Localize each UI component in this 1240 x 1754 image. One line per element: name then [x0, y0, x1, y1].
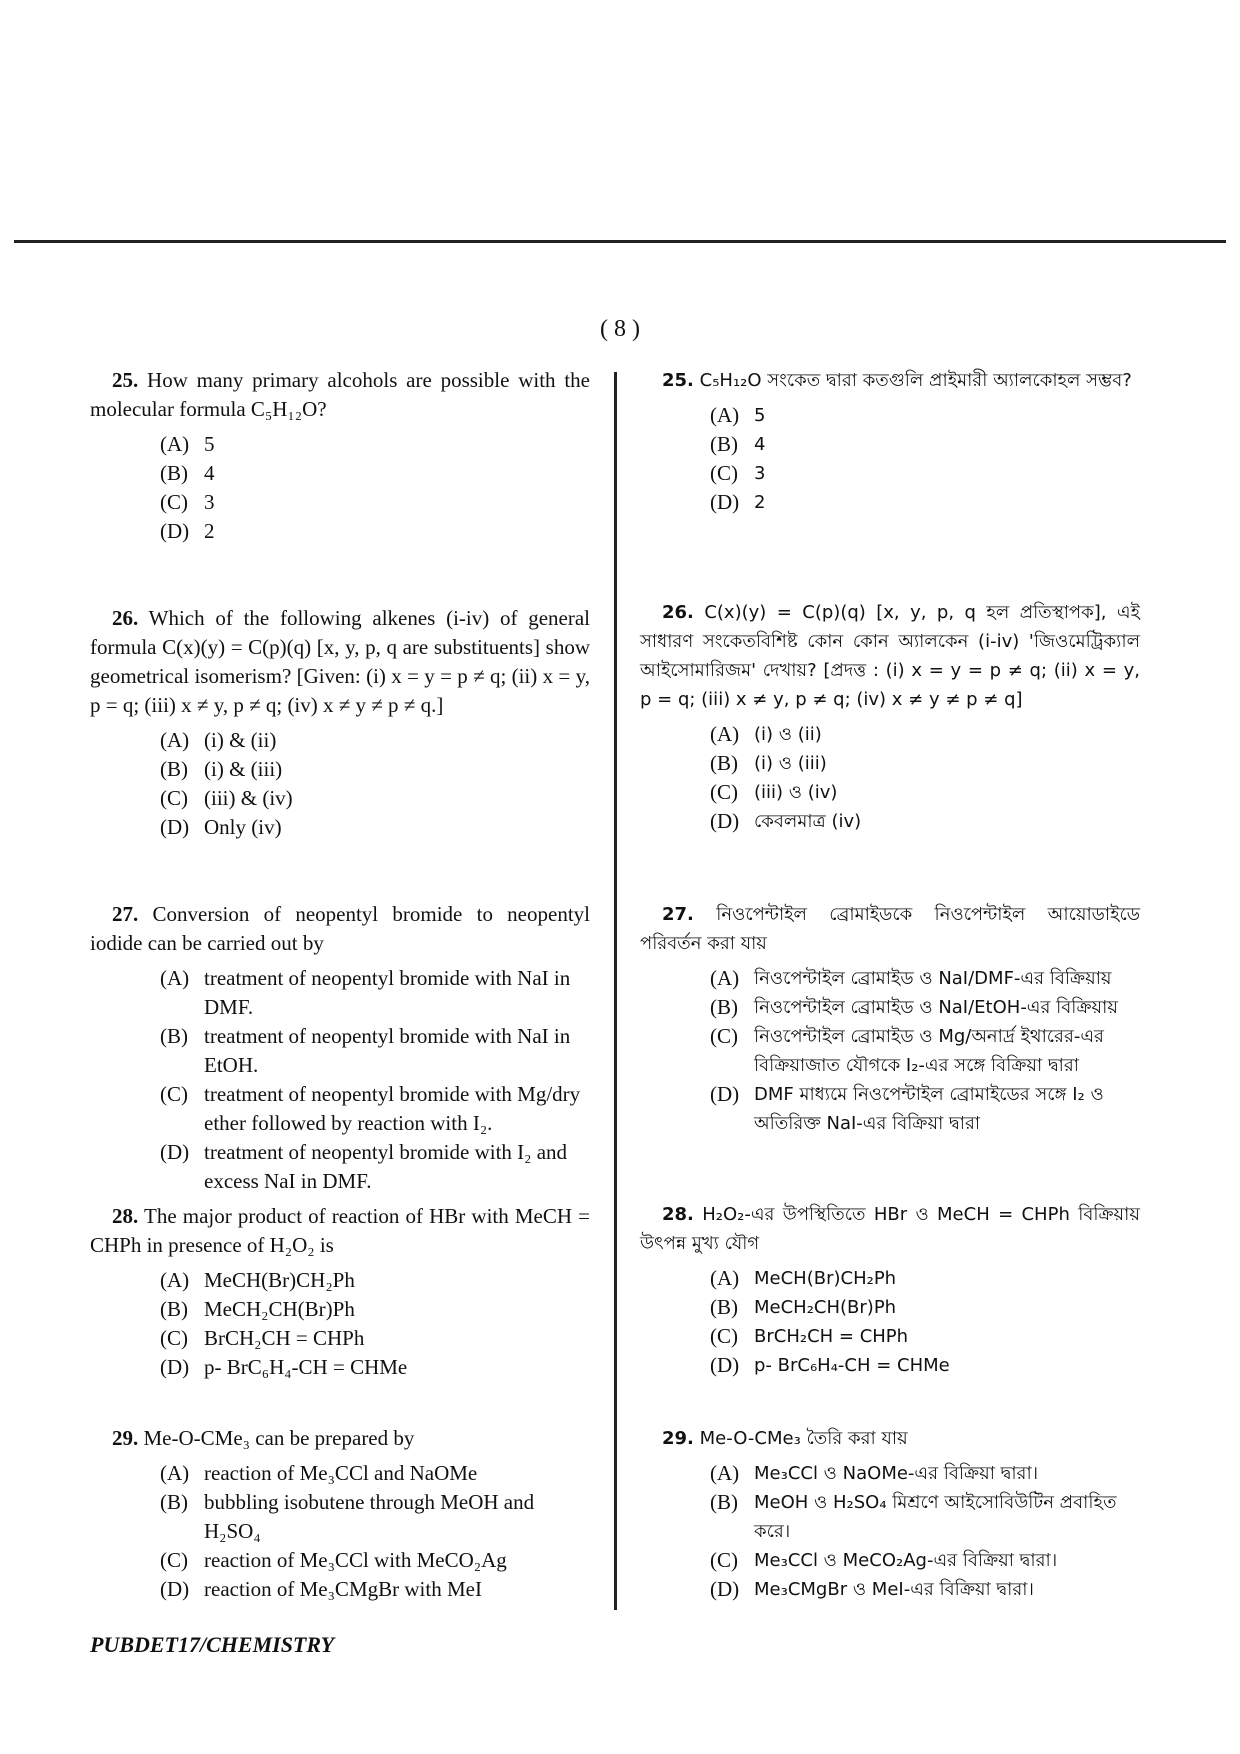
question-26-bn: [640, 598, 1140, 836]
option-d: (D) 2: [160, 519, 215, 543]
question-29-bn: [640, 1424, 1140, 1604]
option-c: (C) (iii) ও (iv): [710, 780, 838, 804]
question-stem: Me-O-CMe₃ তৈরি করা যায়: [699, 1428, 908, 1449]
question-29-en: [90, 1424, 590, 1604]
question-stem: C₅H₁₂O সংকেত দ্বারা কতগুলি প্রাইমারী অ্যালকোহল সম্ভব?: [699, 370, 1132, 391]
options-list: [160, 1266, 590, 1382]
option-d: (D) p- BrC₆H₄-CH = CHMe: [160, 1355, 408, 1379]
question-stem: নিওপেন্টাইল ব্রোমাইডকে নিওপেন্টাইল আয়োডাইডে পরিবর্তন করা যায়: [640, 904, 1140, 954]
question-stem: C(x)(y) = C(p)(q) [x, y, p, q হল প্রতিস্থাপক], এই সাধারণ সংকেতবিশিষ্ট কোন কোন অ্যালকেন (i-iv) 'জিওমেট্রিক্যাল আইসোমারিজম' দেখায়? [প্রদত্ত : (i) x = y = p ≠ q; (ii) x = y, p = q; (iii) x ≠ y, p ≠ q; (iv) x ≠ y ≠ p ≠ q]: [640, 602, 1140, 710]
question-number: 27.: [112, 902, 139, 926]
option-b: (B) 4: [710, 432, 766, 456]
option-a: (A) treatment of neopentyl bromide with NaI in DMF.: [160, 966, 571, 1019]
option-a: (A) Me₃CCl ও NaOMe-এর বিক্রিয়া দ্বারা।: [710, 1461, 1039, 1485]
question-stem: The major product of reaction of HBr with MeCH = CHPh in presence of H₂O₂ is: [90, 1204, 590, 1257]
question-number: 29.: [112, 1426, 139, 1450]
option-d: (D) treatment of neopentyl bromide with I₂ and excess NaI in DMF.: [160, 1140, 568, 1193]
option-b: (B) (i) & (iii): [160, 757, 283, 781]
option-a: (A) নিওপেন্টাইল ব্রোমাইড ও NaI/DMF-এর বিক্রিয়ায়: [710, 966, 1112, 990]
option-d: (D) Only (iv): [160, 815, 282, 839]
option-c: (C) reaction of Me₃CCl with MeCO₂Ag: [160, 1548, 507, 1572]
option-a: (A) MeCH(Br)CH₂Ph: [710, 1266, 897, 1290]
question-number: 27.: [662, 904, 694, 925]
question-number: 28.: [662, 1204, 694, 1225]
footer-code: PUBDET17/CHEMISTRY: [90, 1632, 335, 1657]
top-rule: [14, 240, 1226, 243]
option-c: (C) BrCH₂CH = CHPh: [160, 1326, 365, 1350]
page-number: ( 8 ): [600, 316, 640, 342]
option-a: (A) reaction of Me₃CCl and NaOMe: [160, 1461, 478, 1485]
option-c: (C) (iii) & (iv): [160, 786, 293, 810]
question-number: 29.: [662, 1428, 694, 1449]
option-d: (D) DMF মাধ্যমে নিওপেন্টাইল ব্রোমাইডের সঙ্গে I₂ ও অতিরিক্ত NaI-এর বিক্রিয়া দ্বারা: [710, 1082, 1104, 1134]
option-b: (B) নিওপেন্টাইল ব্রোমাইড ও NaI/EtOH-এর বিক্রিয়ায়: [710, 995, 1118, 1019]
option-a: (A) 5: [160, 432, 215, 456]
options-list: [710, 720, 1140, 836]
options-list: [160, 430, 590, 546]
question-25-en: [90, 366, 590, 546]
question-stem: How many primary alcohols are possible with the molecular formula C₅H₁₂O?: [90, 368, 591, 421]
question-28-en: [90, 1202, 590, 1382]
option-d: (D) reaction of Me₃CMgBr with MeI: [160, 1577, 482, 1601]
question-28-bn: [640, 1200, 1140, 1380]
option-b: (B) treatment of neopentyl bromide with NaI in EtOH.: [160, 1024, 571, 1077]
question-27-bn: [640, 900, 1140, 1138]
options-list: [710, 1264, 1140, 1380]
option-d: (D) কেবলমাত্র (iv): [710, 809, 862, 833]
option-c: (C) treatment of neopentyl bromide with Mg/dry ether followed by reaction with I₂.: [160, 1082, 581, 1135]
question-26-en: [90, 604, 590, 842]
option-a: (A) 5: [710, 403, 766, 427]
options-list: [710, 1459, 1140, 1604]
option-c: (C) নিওপেন্টাইল ব্রোমাইড ও Mg/অনার্দ্র ইথারের-এর বিক্রিয়াজাত যৌগকে I₂-এর সঙ্গে বিক্রিয়া দ্বারা: [710, 1024, 1104, 1076]
options-list: [160, 964, 590, 1196]
option-c: (C) 3: [710, 461, 766, 485]
options-list: [710, 964, 1140, 1138]
option-b: (B) bubbling isobutene through MeOH and H₂SO₄: [160, 1490, 535, 1543]
option-a: (A) (i) & (ii): [160, 728, 277, 752]
option-d: (D) 2: [710, 490, 766, 514]
question-number: 28.: [112, 1204, 139, 1228]
option-b: (B) MeCH₂CH(Br)Ph: [710, 1295, 897, 1319]
column-divider: [614, 372, 617, 1610]
question-stem: Me-O-CMe₃ can be prepared by: [143, 1426, 415, 1450]
question-number: 26.: [662, 602, 694, 623]
question-stem: Which of the following alkenes (i-iv) of general formula C(x)(y) = C(p)(q) [x, y, p, q are substituents] show geometrical isomerism? [Given: (i) x = y = p ≠ q; (ii) x = y, p = q; (iii) x ≠ y, p ≠ q; (iv) x ≠ y ≠ p ≠ q.]: [90, 606, 591, 717]
option-b: (B) (i) ও (iii): [710, 751, 827, 775]
question-number: 25.: [662, 370, 694, 391]
option-b: (B) 4: [160, 461, 215, 485]
question-25-bn: [640, 366, 1140, 517]
option-d: (D) p- BrC₆H₄-CH = CHMe: [710, 1353, 950, 1377]
question-number: 25.: [112, 368, 139, 392]
question-stem: H₂O₂-এর উপস্থিতিতে HBr ও MeCH = CHPh বিক্রিয়ায় উৎপন্ন মুখ্য যৌগ: [640, 1204, 1140, 1254]
options-list: [710, 401, 1140, 517]
option-b: (B) MeOH ও H₂SO₄ মিশ্রণে আইসোবিউটিন প্রবাহিত করে।: [710, 1490, 1117, 1542]
options-list: [160, 726, 590, 842]
option-c: (C) Me₃CCl ও MeCO₂Ag-এর বিক্রিয়া দ্বারা।: [710, 1548, 1058, 1572]
option-a: (A) MeCH(Br)CH₂Ph: [160, 1268, 355, 1292]
question-stem: Conversion of neopentyl bromide to neopentyl iodide can be carried out by: [90, 902, 590, 955]
option-a: (A) (i) ও (ii): [710, 722, 822, 746]
option-d: (D) Me₃CMgBr ও MeI-এর বিক্রিয়া দ্বারা।: [710, 1577, 1034, 1601]
question-number: 26.: [112, 606, 139, 630]
options-list: [160, 1459, 590, 1604]
option-b: (B) MeCH₂CH(Br)Ph: [160, 1297, 355, 1321]
option-c: (C) 3: [160, 490, 215, 514]
question-27-en: [90, 900, 590, 1196]
option-c: (C) BrCH₂CH = CHPh: [710, 1324, 909, 1348]
